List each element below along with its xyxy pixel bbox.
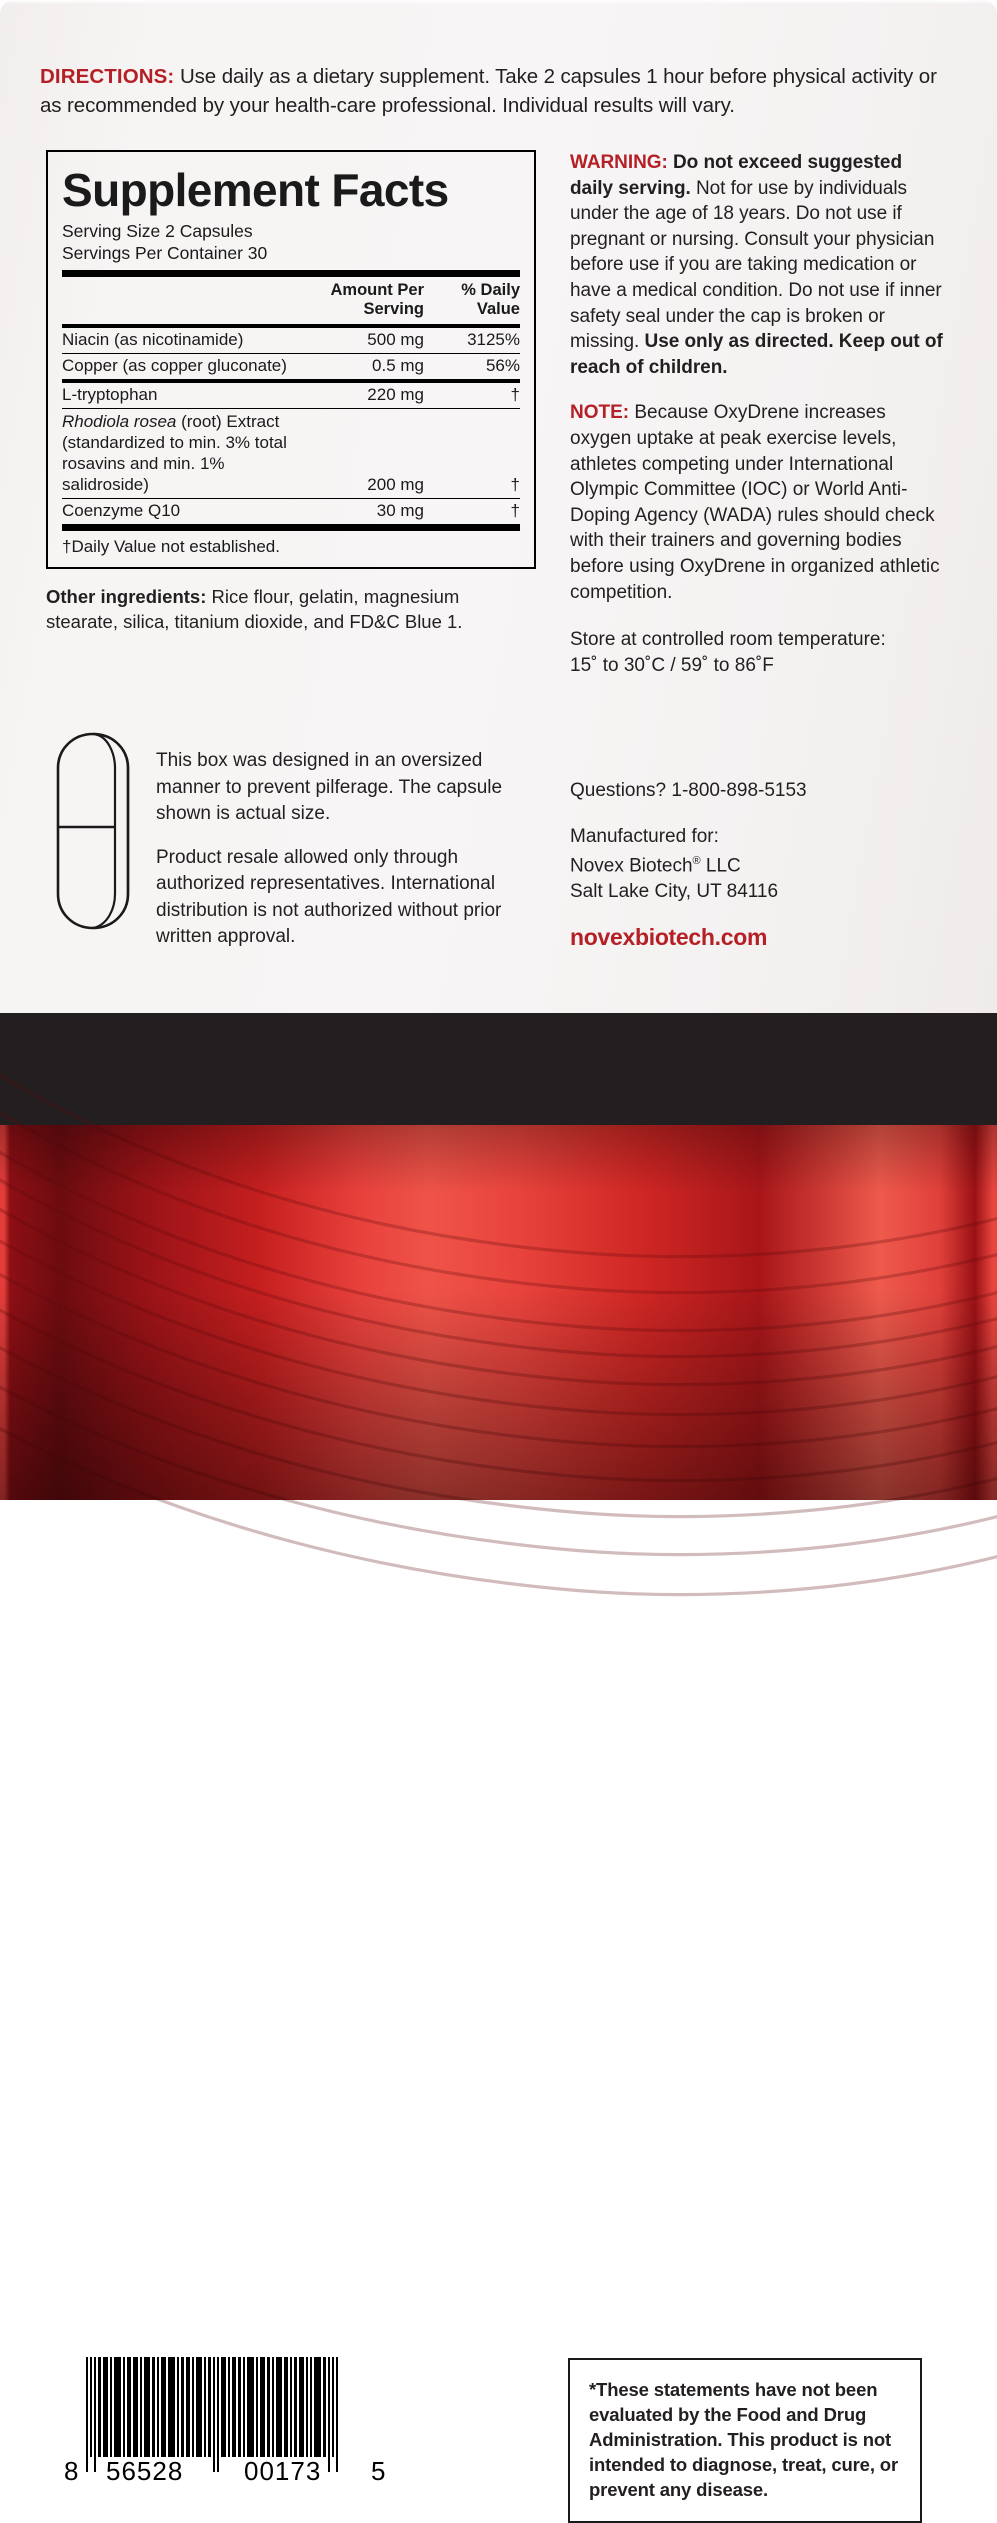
barcode-bars — [86, 2357, 340, 2457]
nutrient-amount: 220 mg — [367, 385, 424, 404]
manufacturer-block — [570, 824, 950, 905]
barcode-digit-group-3: 5 — [371, 2456, 387, 2486]
warning-label: WARNING: — [570, 152, 668, 173]
capsule-notes — [156, 748, 528, 951]
company-name: Novex Biotech® LLC — [570, 855, 741, 877]
warning-text: Not for use by individuals under the age of 18 years. Do not use if pregnant or nursing. Consult your physician before use if you are taking medication or have a medical condition. Do not use if inner safety seal under the cap is broken or missing. — [570, 177, 942, 353]
registered-mark-icon: ® — [692, 855, 701, 868]
nutrient-name: Rhodiola rosea (root) Extract (standardized to min. 3% total rosavins and min. 1% salidroside) — [62, 412, 287, 494]
barcode-digit-group-2: 00173 — [244, 2456, 322, 2486]
nutrient-amount: 200 mg — [367, 475, 424, 494]
daily-value-footnote: †Daily Value not established. — [62, 537, 280, 556]
storage-line-2: 15˚ to 30˚C / 59˚ to 86˚F — [570, 654, 774, 676]
other-ingredients-text: Rice flour, gelatin, magnesium stearate, silica, titanium dioxide, and FD&C Blue 1. — [46, 586, 463, 632]
other-ingredients — [46, 584, 526, 634]
storage-instructions — [570, 627, 950, 678]
nutrient-daily-value: † — [510, 385, 520, 404]
directions-text: Use daily as a dietary supplement. Take 2 capsules 1 hour before physical activity or as recommended by your health-care professional. Individual results will vary. — [40, 65, 937, 117]
nutrient-daily-value: † — [510, 501, 520, 520]
website-link[interactable]: novexbiotech.com — [570, 923, 768, 950]
contact-block — [570, 778, 950, 950]
header-spacer — [62, 277, 312, 326]
info-panel — [0, 0, 997, 1013]
right-column — [570, 150, 950, 678]
resale-note: Product resale allowed only through authorized representatives. International distribution is not authorized without prior written approval. — [156, 846, 502, 947]
servings-per-container: Servings Per Container 30 — [62, 243, 268, 263]
supplement-facts-title: Supplement Facts — [62, 164, 449, 216]
nutrient-daily-value: † — [510, 475, 520, 494]
storage-line-1: Store at controlled room temperature: — [570, 629, 886, 651]
serving-size: Serving Size 2 Capsules — [62, 221, 253, 241]
warning-paragraph — [570, 150, 950, 380]
supplement-facts-table — [62, 270, 520, 531]
nutrient-amount: 500 mg — [367, 330, 424, 349]
header-amount-per-serving: Amount Per Serving — [330, 281, 424, 318]
table-row — [62, 499, 520, 528]
questions-phone[interactable]: Questions? 1-800-898-5153 — [570, 780, 807, 801]
table-row — [62, 328, 520, 354]
warning-bold-lead: Do not exceed suggested daily serving. — [570, 152, 903, 199]
header-daily-value: % Daily Value — [461, 281, 520, 318]
nutrient-name: Copper (as copper gluconate) — [62, 356, 287, 375]
note-paragraph — [570, 400, 950, 605]
nutrient-name: Niacin (as nicotinamide) — [62, 330, 244, 349]
table-row — [62, 354, 520, 381]
fda-disclaimer-text: *These statements have not been evaluated by the Food and Drug Administration. This product is not intended to diagnose, treat, cure, or prevent any disease. — [589, 2379, 898, 2500]
fda-disclaimer-box — [568, 2358, 922, 2523]
copyright-bar — [0, 1013, 997, 2089]
barcode-digit-group-1: 56528 — [106, 2456, 184, 2486]
table-row — [62, 383, 520, 409]
barcode — [46, 2339, 402, 2491]
table-row — [62, 409, 520, 499]
copyright-text: ©2022 ALL RIGHTS RESERVED. BR17810-2 — [48, 2069, 427, 2089]
supplement-facts-panel — [46, 150, 536, 569]
manufactured-for-label: Manufactured for: — [570, 825, 719, 847]
nutrient-daily-value: 56% — [485, 356, 520, 375]
capsule-illustration-icon — [56, 732, 130, 930]
table-header-row — [62, 277, 520, 326]
note-text: Because OxyDrene increases oxygen uptake at peak exercise levels, athletes competing under International Olympic Committee (IOC) or World Anti-Doping Agency (WADA) rules should check with their trainers and governing bodies before using OxyDrene in organized athletic competition. — [570, 402, 940, 603]
note-label: NOTE: — [570, 402, 630, 424]
red-shading-overlay — [0, 1125, 997, 1500]
oversized-box-note: This box was designed in an oversized manner to prevent pilferage. The capsule shown is actual size. — [156, 750, 503, 824]
directions-paragraph — [40, 62, 948, 120]
company-city: Salt Lake City, UT 84116 — [570, 881, 779, 903]
directions-label: DIRECTIONS: — [40, 65, 175, 88]
nutrient-amount: 30 mg — [376, 501, 424, 520]
warning-bold-tail: Use only as directed. Keep out of reach of children. — [570, 331, 943, 378]
barcode-digit-group-0: 8 — [64, 2456, 80, 2486]
nutrient-amount: 0.5 mg — [372, 356, 424, 375]
nutrient-name: Coenzyme Q10 — [62, 501, 181, 520]
other-ingredients-label: Other ingredients: — [46, 586, 207, 607]
nutrient-daily-value: 3125% — [467, 330, 520, 349]
nutrient-name: L-tryptophan — [62, 385, 158, 404]
